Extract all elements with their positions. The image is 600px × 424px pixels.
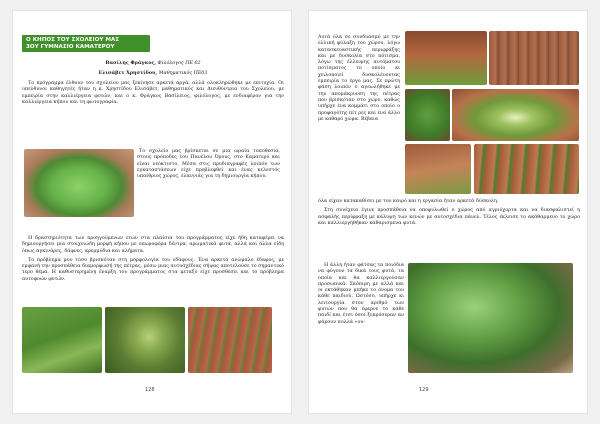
location-text-block	[137, 149, 280, 183]
right-wide-text	[318, 199, 580, 230]
intro-paragraph: Το πρόγραμμα έλθουν του σχολείου μας ξεκίνησε αρκετά αργά, αλλά ολοκληρώθηκε με επιτυχία. Οι υπεύθυνοι καθηγητές ήταν η κ. Χρηστίδου Ελισάβετ, μαθηματικός και Διευθύντρια του Σχολείου, με εμπειρία στην καλλιέργεια φυτών, και ο κ. Φράγκος Βασίλειος, φιλόλογος, με ενδιαφέρον για την καλλιέργεια κήπου και τη φωτογραφία.	[22, 81, 284, 105]
garden-photo-rows	[188, 307, 272, 373]
left-page	[12, 10, 292, 414]
garden-photo-plant-small	[405, 89, 450, 141]
continuation-paragraph: Στη συνέχεια έγινε προσπάθεια να οποφυλωθεί ο χώρος από αγριόχορτα και να διασφαλιστεί η ασφαλής περίφραξη με κάλυψη των κενών με αυτοσχέδια πάνελ. Τέλος έκλεισε το ακάθαρμενο το χώρο και καλλιεργηθήκαν καθαρισμένα φυτά.	[318, 208, 580, 226]
author-1-name: Βασίλης Φράγκος,	[105, 60, 157, 67]
right-bottom-text	[318, 263, 404, 329]
page-number-right: 129	[419, 387, 429, 393]
location-paragraph: Το σχολείο μας βρίσκεται σε μια ωραία τοποθεσία, στους πρόποδες του Πανέλου Όρους, στο Καματερό και είναι νεόκτιστο. Μέσα στις προδιαγραφές λοιπόν των εγκαταστάσεων είχε προβλεφθεί και ένας κελεστός υπαίθριος χώρος, έλαννιάς για τη δημιουργία κήπου.	[137, 149, 280, 180]
author-1-role: Φιλόλογος ΠΕ 02	[157, 61, 201, 67]
right-page	[308, 10, 588, 414]
left-page-content	[22, 35, 284, 109]
garden-photo-soil-3	[405, 144, 471, 194]
history-paragraph: Η δραστηριότητα των προηγούμενων ετών στα πλαίσια του προγράμματος είχε ήδη καταφέρει να δημιουργήσει μια στοιχειώδη μορφή κήπου με οπωροφόρα δέντρα, αρωματικά φυτά, αλλά και άλλα είδη όπως αγκινάρες, δάφνες, κρεμμύδια και αλήματα.	[22, 236, 284, 254]
author-2	[22, 70, 284, 77]
author-1	[22, 60, 284, 67]
garden-photo-seedling-tray	[452, 89, 579, 141]
left-mid-text	[22, 236, 284, 286]
garden-photo-shrub	[22, 307, 102, 373]
article-title-box	[22, 35, 150, 52]
garden-photo-planted-rows	[474, 144, 579, 194]
author-2-role: Μαθηματικός ΠΕ03	[158, 70, 208, 76]
garden-photo-soil-1	[405, 31, 487, 85]
garden-photo-lemons	[105, 307, 185, 373]
garden-photo-lettuce	[24, 149, 134, 217]
right-wide-paragraph: όλα είχαν κατακαθίσει με τον καιρό και η εργασία ήταν αρκετά δύσκολη.	[318, 199, 499, 204]
right-column-text	[318, 35, 400, 126]
students-paragraph: Η άλλη ήταν φάτσας τα ποιόδια να φύγουν τα δικά τους φυτά, τα οποία και θα καλλιεργούσαν προσωπικά. Σκόπιμη με αλλά και οι εκτάθηκαν μπήκε το όνομα του κάθε παιδιού. Ωστόσο, υπήρχε κι λειτουργία στον αριθμό των φυτών που θα έφερνε το κάθε παιδί και έτσι όσοι ξεπρόσεραν αν φάρουν πολλά «ου-	[318, 263, 404, 325]
garden-photo-harvest	[408, 263, 573, 373]
title-line-1: Ο ΚΗΠΟΣ ΤΟΥ ΣΧΟΛΕΙΟΥ ΜΑΣ	[26, 37, 120, 43]
page-number-left: 128	[145, 387, 155, 393]
right-column-paragraph: Αυτά όλα σε συνδυασμό με την ελλιπή φύλαξη του χώρου, λόγω κατασκευαστικής περιφράξης και με δυσκολία στο πότισμα, λόγω της έλλειψης αυτόματου ποτίσματος το οποίο κι χειλοποιεί δυσκολέυοντας εμπειρία το έργο μας. Σε πρώτη φάση λοιπόν ο αγεωλήθηκε με την απομάκρυνση της πέτρας που βρισκόταν στο χώρο, καθώς υπήρχε ένα κομμάτι στο οποίο ο προφαγότης πίτ ρες και ένα άλλο με καθαρό χώμα. Βέβαια	[318, 35, 400, 122]
garden-photo-soil-2	[489, 31, 579, 85]
problem-paragraph: Το πρόβλημα μου τόσο βρισκόταν στη μορφολογία του εδάφους. Ένα αρκετά ανώμαλο έδαφος, με εμφανή την προσπάθεια διαμορφωσή της πέτρας, μέσω μιας αυτοσχέδιας σήψας αποτελούσε το σημαντικό τερο θέμα. Η καθυστερημένη έναρξη του προγράμματος στα μεταξύ είχε προσθέσει και το πρόβλημα αυτοφυών φυτών.	[22, 257, 284, 282]
author-2-name: Ελισάβετ Χρηστίδου,	[98, 69, 158, 76]
title-line-2: 3ΟΥ ΓΥΜΝΑΣΙΟ ΚΑΜΑΤΕΡΟΥ	[26, 43, 115, 50]
